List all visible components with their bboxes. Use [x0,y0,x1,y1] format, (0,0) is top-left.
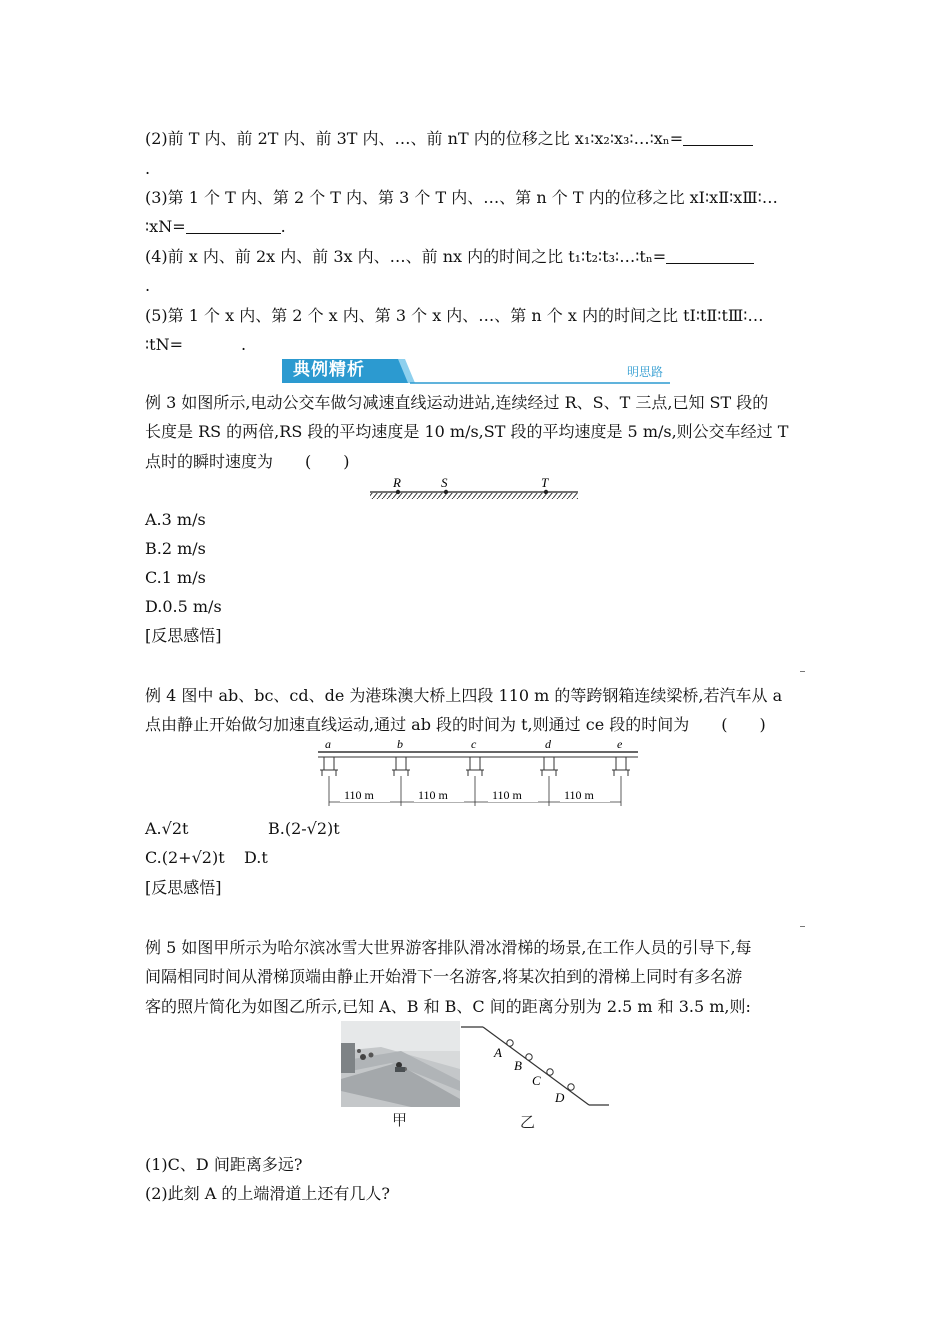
example-3-option-b[interactable]: B.2 m/s [145,539,206,558]
question-4-line-1: (4)前 x 内、前 2x 内、前 3x 内、…、前 nx 内的时间之比 t₁∶t₂∶t₃∶…∶tₙ= [145,247,754,267]
example-3-line-1: 例 3 如图所示,电动公交车做匀减速直线运动进站,连续经过 R、S、T 三点,已知 ST 段的 [145,393,769,412]
example-3-reflection: [反思感悟] [145,626,222,645]
example-5-question-1: (1)C、D 间距离多远? [145,1155,303,1174]
bridge-piers [320,757,630,776]
question-3-line-2: ∶xN= . [145,217,286,236]
point-s-label: S [441,475,448,490]
point-D-label: D [555,1090,565,1105]
point-d-label: d [545,737,551,751]
question-2-line-1: (2)前 T 内、前 2T 内、前 3T 内、…、前 nT 内的位移之比 x₁∶x₂∶x₃∶…∶xₙ= [145,129,753,149]
example-4-line-1: 例 4 图中 ab、bc、cd、de 为港珠澳大桥上四段 110 m 的等跨钢箱连续梁桥,若汽车从 a [145,686,783,705]
banner-title: 典例精析 [293,360,365,380]
span-bc-label: 110 m [418,788,448,802]
example-3-line-2: 长度是 RS 的两倍,RS 段的平均速度是 10 m/s,ST 段的平均速度是 5 m/s,则公交车经过 T [145,422,789,441]
example-4-option-c[interactable]: C.(2+√2)t [145,848,225,867]
skier-a [507,1040,513,1046]
bridge-figure [310,736,645,808]
point-C-label: C [532,1073,541,1088]
pier-c [466,757,484,776]
margin-tick [800,671,805,672]
skier-b [526,1054,532,1060]
span-ab-label: 110 m [344,788,374,802]
question-3-line-1: (3)第 1 个 T 内、第 2 个 T 内、第 3 个 T 内、…、第 n 个 T 内的位移之比 xⅠ∶xⅡ∶xⅢ∶… [145,188,778,207]
point-s-dot [444,490,448,494]
margin-tick [800,926,805,927]
pier-b [392,757,410,776]
example-5-question-2: (2)此刻 A 的上端滑道上还有几人? [145,1184,390,1203]
diagram-caption: 乙 [520,1113,536,1131]
pier-d [540,757,558,776]
point-c-label: c [471,737,477,751]
example-4-option-d[interactable]: D.t [244,848,268,867]
pier-a [320,757,338,776]
pier-e [612,757,630,776]
example-5-line-3: 客的照片简化为如图乙所示,已知 A、B 和 B、C 间的距离分别为 2.5 m 和 3.5 m,则: [145,997,751,1016]
span-de-label: 110 m [564,788,594,802]
point-r-dot [396,490,400,494]
question-2-line-2: . [145,159,151,178]
question-5-line-1: (5)第 1 个 x 内、第 2 个 x 内、第 3 个 x 内、…、第 n 个 x 内的时间之比 tⅠ∶tⅡ∶tⅢ∶… [145,306,764,325]
point-B-label: B [514,1058,522,1073]
answer-blank[interactable] [186,218,281,234]
skier-c [547,1069,553,1075]
span-cd-label: 110 m [492,788,522,802]
banner-tag: 明思路 [627,365,664,379]
point-t-label: T [541,475,549,490]
example-5-line-1: 例 5 如图甲所示为哈尔滨冰雪大世界游客排队滑冰滑梯的场景,在工作人员的引导下,每 [145,938,752,957]
point-e-label: e [617,737,623,751]
answer-blank[interactable] [683,130,753,146]
answer-blank[interactable] [666,248,754,264]
example-4-option-a[interactable]: A.√2t [145,819,189,838]
point-a-label: a [325,737,331,751]
point-t-dot [544,490,548,494]
example-3-option-d[interactable]: D.0.5 m/s [145,597,222,616]
example-3-option-c[interactable]: C.1 m/s [145,568,206,587]
slide-photo [341,1021,460,1107]
example-5-line-2: 间隔相同时间从滑梯顶端由静止开始滑下一名游客,将某次拍到的滑梯上同时有多名游 [145,967,743,986]
road-figure [368,474,583,504]
point-b-label: b [397,737,403,751]
slide-incline [483,1027,589,1105]
skier-d [568,1084,574,1090]
example-3-option-a[interactable]: A.3 m/s [145,510,206,529]
example-4-line-2: 点由静止开始做匀加速直线运动,通过 ab 段的时间为 t,则通过 ce 段的时间为 ( ) [145,715,766,734]
slide-diagram [461,1021,613,1111]
example-3-line-3: 点时的瞬时速度为 ( ) [145,452,350,471]
example-4-option-b[interactable]: B.(2-√2)t [268,819,340,838]
point-r-label: R [393,475,401,490]
question-4-line-2: . [145,276,151,295]
question-5-line-2: ∶tN= . [145,335,247,354]
point-A-label: A [494,1045,502,1060]
example-4-reflection: [反思感悟] [145,878,222,897]
photo-caption: 甲 [392,1111,408,1129]
